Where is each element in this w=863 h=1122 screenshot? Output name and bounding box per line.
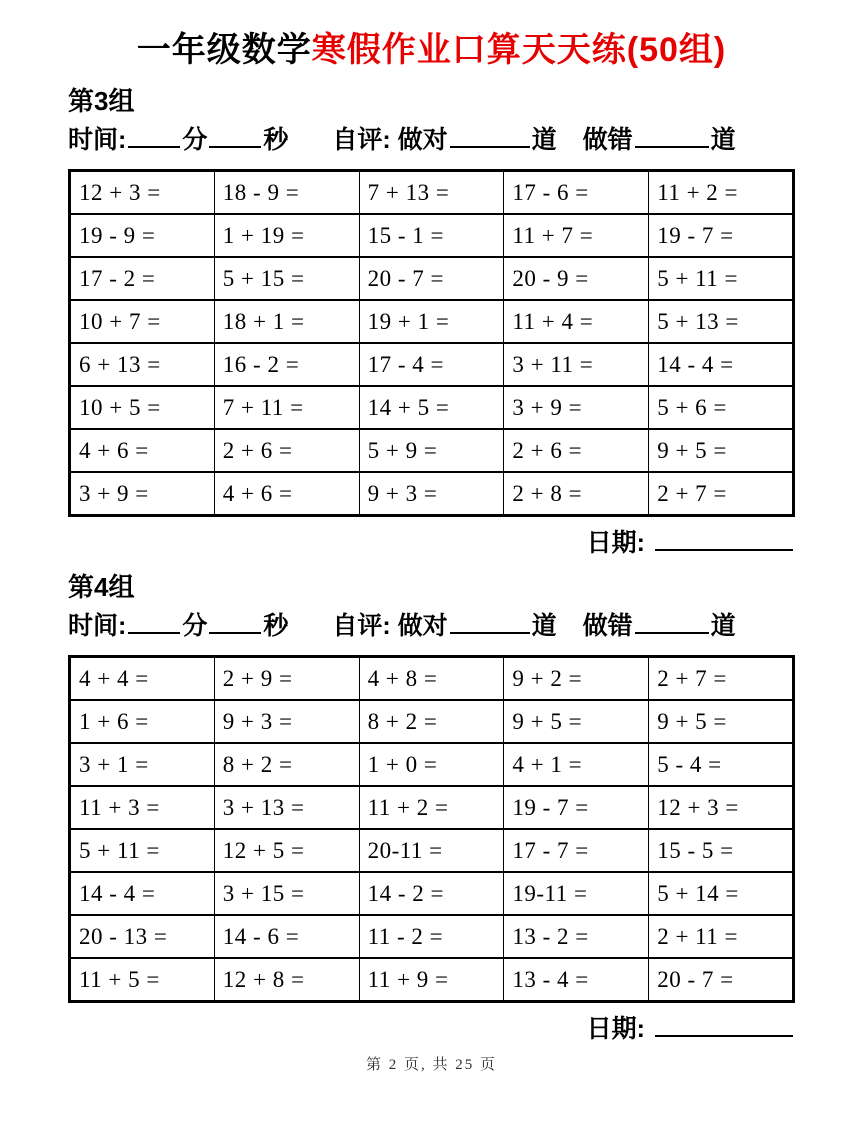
- problem-cell: 14 - 6 =: [214, 915, 359, 958]
- problem-cell: 12 + 3 =: [649, 786, 794, 829]
- unit-label: 道: [710, 611, 736, 640]
- problem-cell: 11 + 2 =: [359, 786, 504, 829]
- problem-cell: 4 + 8 =: [359, 657, 504, 701]
- unit-label: 道: [710, 125, 736, 154]
- problem-cell: 19 - 7 =: [504, 786, 649, 829]
- date-label: 日期:: [586, 529, 645, 558]
- wrong-label: 做错: [582, 611, 633, 640]
- problem-row: [70, 915, 794, 958]
- second-label: 秒: [263, 611, 289, 640]
- problem-cell: 17 - 6 =: [504, 171, 649, 215]
- problem-cell: 19 - 7 =: [649, 214, 794, 257]
- problem-cell: 5 + 9 =: [359, 429, 504, 472]
- problem-cell: 3 + 13 =: [214, 786, 359, 829]
- problem-cell: 11 + 2 =: [649, 171, 794, 215]
- problem-cell: 20 - 9 =: [504, 257, 649, 300]
- problem-row: [70, 343, 794, 386]
- problem-cell: 12 + 8 =: [214, 958, 359, 1002]
- problem-row: [70, 786, 794, 829]
- problem-cell: 9 + 5 =: [649, 429, 794, 472]
- problem-cell: 3 + 9 =: [70, 472, 215, 516]
- time-label: 时间:: [68, 611, 127, 640]
- minutes-blank: [128, 608, 180, 634]
- problem-cell: 18 + 1 =: [214, 300, 359, 343]
- problem-cell: 19 - 9 =: [70, 214, 215, 257]
- wrong-count-blank: [635, 608, 709, 634]
- problem-cell: 3 + 11 =: [504, 343, 649, 386]
- problem-cell: 12 + 5 =: [214, 829, 359, 872]
- problem-row: [70, 300, 794, 343]
- self-eval-label: 自评: 做对: [332, 125, 448, 154]
- minute-label: 分: [182, 611, 208, 640]
- correct-count-blank: [450, 608, 530, 634]
- problem-cell: 5 + 11 =: [649, 257, 794, 300]
- problem-row: [70, 429, 794, 472]
- seconds-blank: [209, 608, 261, 634]
- problem-cell: 2 + 7 =: [649, 657, 794, 701]
- problem-cell: 5 + 11 =: [70, 829, 215, 872]
- problem-cell: 9 + 3 =: [214, 700, 359, 743]
- page-title: [68, 30, 795, 71]
- unit-label: 道: [531, 611, 557, 640]
- group-3-time-eval-line: [68, 122, 795, 156]
- problem-cell: 19-11 =: [504, 872, 649, 915]
- problem-cell: 2 + 11 =: [649, 915, 794, 958]
- problem-cell: 17 - 4 =: [359, 343, 504, 386]
- problems-table-group-3: [68, 169, 795, 517]
- problem-cell: 11 - 2 =: [359, 915, 504, 958]
- problem-row: [70, 657, 794, 701]
- problem-cell: 3 + 1 =: [70, 743, 215, 786]
- problem-cell: 11 + 5 =: [70, 958, 215, 1002]
- problem-cell: 15 - 5 =: [649, 829, 794, 872]
- wrong-count-blank: [635, 122, 709, 148]
- problem-cell: 20 - 7 =: [649, 958, 794, 1002]
- problem-cell: 2 + 6 =: [214, 429, 359, 472]
- problem-cell: 2 + 6 =: [504, 429, 649, 472]
- problem-cell: 14 - 2 =: [359, 872, 504, 915]
- problem-row: [70, 472, 794, 516]
- problem-cell: 10 + 7 =: [70, 300, 215, 343]
- problem-row: [70, 700, 794, 743]
- problem-row: [70, 171, 794, 215]
- problem-row: [70, 829, 794, 872]
- problem-cell: 9 + 2 =: [504, 657, 649, 701]
- problem-row: [70, 257, 794, 300]
- seconds-blank: [209, 122, 261, 148]
- group-3-title: 第3组: [68, 85, 135, 116]
- problem-cell: 11 + 4 =: [504, 300, 649, 343]
- group-4-time-eval-line: [68, 608, 795, 642]
- title-black-part: 一年级数学: [136, 31, 312, 69]
- problem-cell: 1 + 0 =: [359, 743, 504, 786]
- date-blank: [655, 525, 793, 551]
- problem-cell: 4 + 4 =: [70, 657, 215, 701]
- problem-cell: 13 - 4 =: [504, 958, 649, 1002]
- problem-cell: 20 - 7 =: [359, 257, 504, 300]
- group-3-date-line: [68, 525, 795, 561]
- second-label: 秒: [263, 125, 289, 154]
- minute-label: 分: [182, 125, 208, 154]
- problem-cell: 16 - 2 =: [214, 343, 359, 386]
- problem-cell: 7 + 13 =: [359, 171, 504, 215]
- problem-row: [70, 958, 794, 1002]
- problem-cell: 2 + 8 =: [504, 472, 649, 516]
- problem-cell: 9 + 5 =: [504, 700, 649, 743]
- self-eval-label: 自评: 做对: [332, 611, 448, 640]
- problem-cell: 14 + 5 =: [359, 386, 504, 429]
- page-number: 第 2 页, 共 25 页: [365, 1057, 497, 1074]
- problem-row: [70, 743, 794, 786]
- problem-cell: 7 + 11 =: [214, 386, 359, 429]
- problem-cell: 17 - 2 =: [70, 257, 215, 300]
- problem-row: [70, 872, 794, 915]
- problem-cell: 12 + 3 =: [70, 171, 215, 215]
- problem-cell: 15 - 1 =: [359, 214, 504, 257]
- problem-cell: 19 + 1 =: [359, 300, 504, 343]
- problem-cell: 5 + 13 =: [649, 300, 794, 343]
- problem-cell: 20 - 13 =: [70, 915, 215, 958]
- problem-cell: 5 + 15 =: [214, 257, 359, 300]
- problem-cell: 11 + 9 =: [359, 958, 504, 1002]
- problem-row: [70, 214, 794, 257]
- problem-cell: 8 + 2 =: [214, 743, 359, 786]
- wrong-label: 做错: [582, 125, 633, 154]
- problem-cell: 9 + 3 =: [359, 472, 504, 516]
- problem-cell: 8 + 2 =: [359, 700, 504, 743]
- problem-cell: 5 - 4 =: [649, 743, 794, 786]
- problem-cell: 1 + 6 =: [70, 700, 215, 743]
- problem-cell: 13 - 2 =: [504, 915, 649, 958]
- group-4-title: 第4组: [68, 572, 135, 603]
- title-red-part: 寒假作业口算天天练(50组): [311, 31, 727, 69]
- group-section-3: [68, 81, 795, 561]
- problems-table-group-4: [68, 655, 795, 1003]
- problem-cell: 6 + 13 =: [70, 343, 215, 386]
- unit-label: 道: [531, 125, 557, 154]
- problem-row: [70, 386, 794, 429]
- problem-cell: 3 + 9 =: [504, 386, 649, 429]
- problem-cell: 17 - 7 =: [504, 829, 649, 872]
- problem-cell: 11 + 3 =: [70, 786, 215, 829]
- problem-cell: 1 + 19 =: [214, 214, 359, 257]
- date-blank: [655, 1012, 793, 1038]
- problem-cell: 9 + 5 =: [649, 700, 794, 743]
- group-4-date-line: [68, 1011, 795, 1047]
- problem-cell: 4 + 6 =: [70, 429, 215, 472]
- problem-cell: 2 + 7 =: [649, 472, 794, 516]
- problem-cell: 11 + 7 =: [504, 214, 649, 257]
- problem-cell: 18 - 9 =: [214, 171, 359, 215]
- problem-cell: 4 + 1 =: [504, 743, 649, 786]
- problem-cell: 14 - 4 =: [649, 343, 794, 386]
- problem-cell: 10 + 5 =: [70, 386, 215, 429]
- problem-cell: 14 - 4 =: [70, 872, 215, 915]
- date-label: 日期:: [586, 1015, 645, 1044]
- minutes-blank: [128, 122, 180, 148]
- problem-cell: 5 + 14 =: [649, 872, 794, 915]
- problem-cell: 3 + 15 =: [214, 872, 359, 915]
- problem-cell: 5 + 6 =: [649, 386, 794, 429]
- time-label: 时间:: [68, 125, 127, 154]
- problem-cell: 20-11 =: [359, 829, 504, 872]
- group-section-4: [68, 567, 795, 1047]
- problem-cell: 4 + 6 =: [214, 472, 359, 516]
- problem-cell: 2 + 9 =: [214, 657, 359, 701]
- correct-count-blank: [450, 122, 530, 148]
